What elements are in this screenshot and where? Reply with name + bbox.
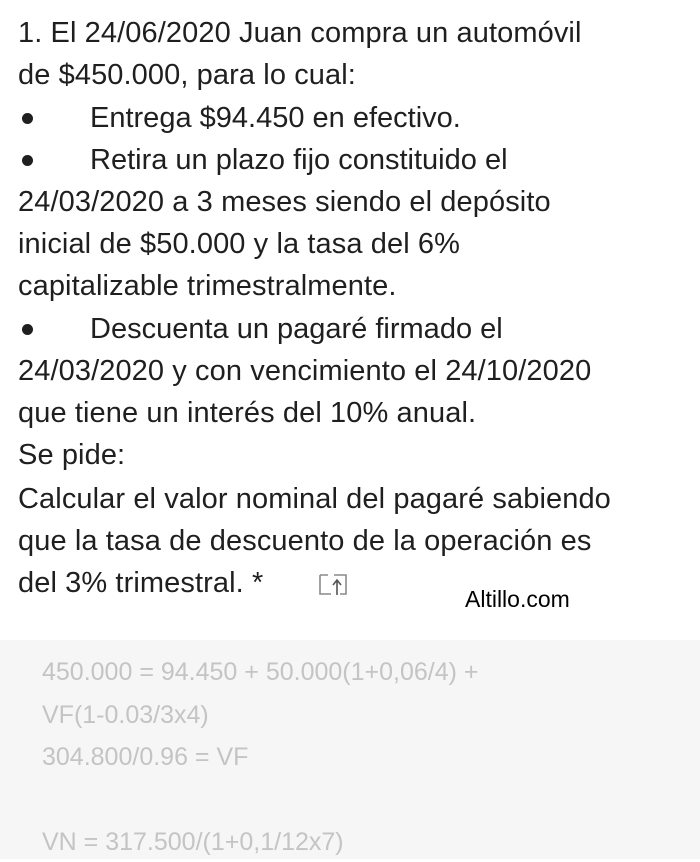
bullet-1-text: Entrega $94.450 en efectivo. [90,102,461,134]
question-text-line-1: 1. El 24/06/2020 Juan compra un automóvil [18,17,582,49]
bullet-2-text-line-2: 24/03/2020 a 3 meses siendo el depósito [18,186,551,218]
answer-line-1: 450.000 = 94.450 + 50.000(1+0,06/4) + [42,658,479,686]
question-prompt-line-1: Calcular el valor nominal del pagaré sabiendo [18,483,611,515]
bullet-2-text-line-3: inicial de $50.000 y la tasa del 6% [18,228,461,260]
bullet-2-text-line-1: Retira un plazo fijo constituido el [90,144,508,176]
bullet-2-text-line-4: capitalizable trimestralmente. [18,270,397,302]
bullet-dot-2 [22,155,33,166]
question-prompt-line-2: que la tasa de descuento de la operación es [18,525,592,557]
watermark-altillo: Altillo.com [465,586,570,612]
question-text-line-2: de $450.000, para lo cual: [18,59,356,91]
answer-line-3: 304.800/0.96 = VF [42,743,249,771]
upload-file-icon[interactable] [318,571,348,597]
question-prompt-line-3: del 3% trimestral. * [18,567,264,599]
bullet-dot-1 [22,113,33,124]
se-pide-label: Se pide: [18,439,126,471]
bullet-dot-3 [22,324,33,335]
bullet-3-text-line-1: Descuenta un pagaré firmado el [90,313,503,345]
answer-line-2: VF(1-0.03/3x4) [42,701,209,729]
answer-area[interactable] [0,640,700,859]
bullet-3-text-line-2: 24/03/2020 y con vencimiento el 24/10/2020 [18,355,592,387]
answer-line-4: VN = 317.500/(1+0,1/12x7) [42,828,344,856]
bullet-3-text-line-3: que tiene un interés del 10% anual. [18,397,477,429]
